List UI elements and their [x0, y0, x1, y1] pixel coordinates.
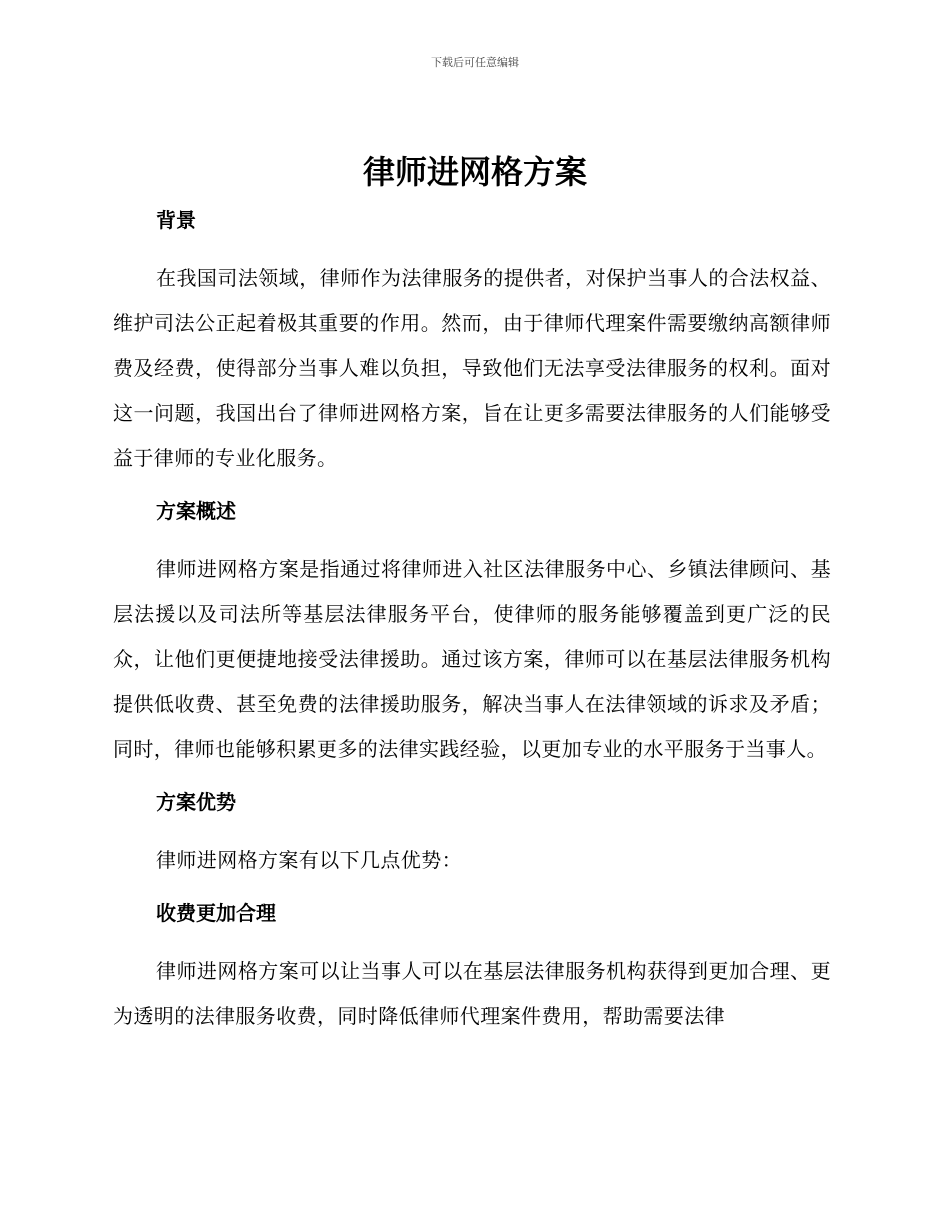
paragraph-background: 在我国司法领域，律师作为法律服务的提供者，对保护当事人的合法权益、维护司法公正起着极其重要的作用。然而，由于律师代理案件需要缴纳高额律师费及经费，使得部分当事人难以负担，导致他们无法享受法律服务的权利。面对这一问题，我国出台了律师进网格方案，旨在让更多需要法律服务的人们能够受益于律师的专业化服务。 — [113, 266, 831, 470]
paragraph-overview: 律师进网格方案是指通过将律师进入社区法律服务中心、乡镇法律顾问、基层法援以及司法所等基层法律服务平台，使律师的服务能够覆盖到更广泛的民众，让他们更便捷地接受法律援助。通过该方案，律师可以在基层法律服务机构提供低收费、甚至免费的法律援助服务，解决当事人在法律领域的诉求及矛盾；同时，律师也能够积累更多的法律实践经验，以更加专业的水平服务于当事人。 — [113, 557, 831, 761]
document-body — [113, 202, 831, 1039]
section-heading-overview: 方案概述 — [156, 499, 236, 523]
section-heading-advantages: 方案优势 — [156, 790, 236, 814]
header-note: 下载后可任意编辑 — [431, 56, 519, 69]
section-heading-fees: 收费更加合理 — [156, 901, 276, 925]
paragraph-advantages: 律师进网格方案有以下几点优势： — [156, 848, 462, 872]
section-heading-background: 背景 — [156, 208, 196, 232]
paragraph-fees: 律师进网格方案可以让当事人可以在基层法律服务机构获得到更加合理、更为透明的法律服务收费，同时降低律师代理案件费用，帮助需要法律 — [113, 959, 831, 1028]
page-title: 律师进网格方案 — [362, 153, 587, 191]
